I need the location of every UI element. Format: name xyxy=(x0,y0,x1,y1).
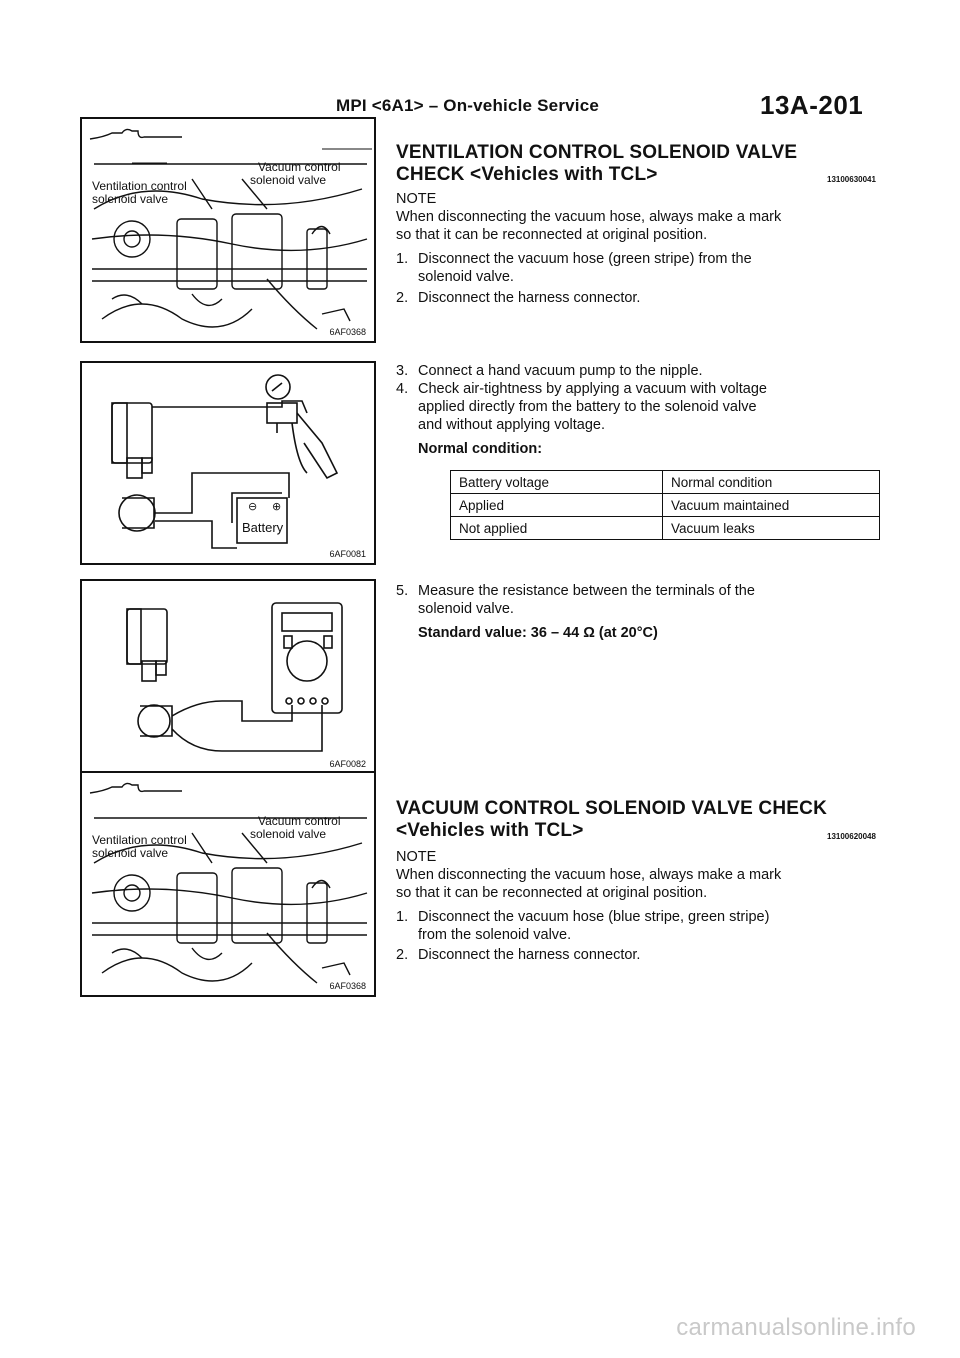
label-vacuum-control-2: solenoid valve xyxy=(250,173,327,187)
vacuum-note-label: NOTE xyxy=(396,849,437,865)
label-ventilation-control: Ventilation control xyxy=(92,833,187,847)
vacuum-title-line1: VACUUM CONTROL SOLENOID VALVE CHECK xyxy=(396,798,827,819)
watermark: carmanualsonline.info xyxy=(676,1314,916,1341)
table-row xyxy=(451,517,880,540)
figure-vacuum-pump-test xyxy=(80,361,376,565)
vacuum-step-1: 1. Disconnect the vacuum hose (blue stripe, green stripe) from the solenoid valve. xyxy=(396,909,770,943)
vacuum-title-line2: <Vehicles with TCL> xyxy=(396,820,584,841)
figure-code: 6AF0368 xyxy=(329,981,366,991)
ventilation-step-5: 5. Measure the resistance between the terminals of the solenoid valve. xyxy=(396,583,755,617)
ventilation-note-line1: When disconnecting the vacuum hose, always make a mark xyxy=(396,209,782,225)
ventilation-step-3: 3. Connect a hand vacuum pump to the nipple. xyxy=(396,363,703,379)
page-section-title: MPI <6A1> – On-vehicle Service xyxy=(336,96,600,115)
page-number: 13A-201 xyxy=(760,90,864,120)
table-cell: Not applied xyxy=(451,517,663,540)
figure-engine-bay-2 xyxy=(80,771,376,997)
label-ventilation-control-2: solenoid valve xyxy=(92,192,169,206)
vacuum-note-line1: When disconnecting the vacuum hose, always make a mark xyxy=(396,867,782,883)
standard-value: Standard value: 36 – 44 Ω (at 20°C) xyxy=(418,625,658,641)
table-header-row xyxy=(451,471,880,494)
table-row xyxy=(451,494,880,517)
ventilation-step-4: 4. Check air-tightness by applying a vacuum with voltage applied directly from the battery to the solenoid valve and without applying voltage. xyxy=(396,381,767,433)
normal-condition-table xyxy=(450,470,880,540)
normal-condition-label: Normal condition: xyxy=(418,441,543,457)
table-cell: Vacuum maintained xyxy=(663,494,880,517)
ventilation-step-1: 1. Disconnect the vacuum hose (green stripe) from the solenoid valve. xyxy=(396,251,752,285)
figure-resistance-test xyxy=(80,579,376,775)
multimeter-illustration xyxy=(82,581,376,775)
table-header-cell: Battery voltage xyxy=(451,471,663,494)
ventilation-step-2: 2. Disconnect the harness connector. xyxy=(396,290,641,306)
engine-bay-illustration-2 xyxy=(82,773,376,997)
figure-engine-bay-1 xyxy=(80,117,376,343)
table-cell: Applied xyxy=(451,494,663,517)
engine-bay-illustration xyxy=(82,119,376,343)
ventilation-note-line2: so that it can be reconnected at original position. xyxy=(396,227,708,243)
battery-plus: ⊕ xyxy=(272,501,282,513)
figure-code: 6AF0081 xyxy=(329,549,366,559)
vacuum-step-2: 2. Disconnect the harness connector. xyxy=(396,947,641,963)
vacuum-code: 13100620048 xyxy=(827,832,876,841)
ventilation-note-label: NOTE xyxy=(396,191,437,207)
vacuum-note-line2: so that it can be reconnected at original position. xyxy=(396,885,708,901)
label-ventilation-control: Ventilation control xyxy=(92,179,187,193)
table-cell: Vacuum leaks xyxy=(663,517,880,540)
ventilation-code: 13100630041 xyxy=(827,175,876,184)
label-vacuum-control-2: solenoid valve xyxy=(250,827,327,841)
battery-minus: ⊖ xyxy=(248,501,258,513)
battery-label: Battery xyxy=(242,520,284,535)
figure-code: 6AF0368 xyxy=(329,327,366,337)
vacuum-pump-illustration xyxy=(82,363,376,565)
label-vacuum-control: Vacuum control xyxy=(258,814,341,828)
ventilation-title-line2: CHECK <Vehicles with TCL> xyxy=(396,164,658,185)
label-vacuum-control: Vacuum control xyxy=(258,160,341,174)
figure-code: 6AF0082 xyxy=(329,759,366,769)
table-header-cell: Normal condition xyxy=(663,471,880,494)
label-ventilation-control-2: solenoid valve xyxy=(92,846,169,860)
ventilation-title-line1: VENTILATION CONTROL SOLENOID VALVE xyxy=(396,142,798,163)
